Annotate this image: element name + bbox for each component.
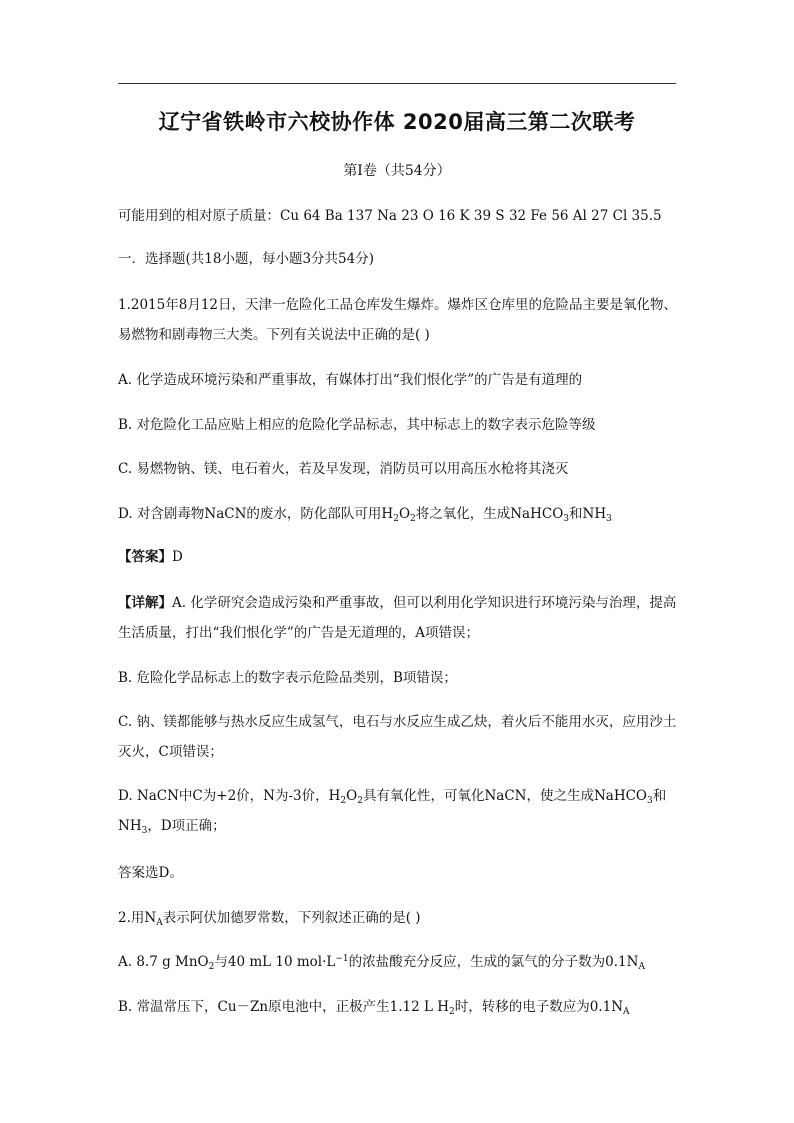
q1-explain-c: C. 钠、镁都能够与热水反应生成氢气，电石与水反应生成乙炔，着火后不能用水灭，应用沙土灭火，C项错误；: [118, 714, 677, 760]
atomic-masses: 可能用到的相对原子质量：Cu 64 Ba 137 Na 23 O 16 K 39 S 32 Fe 56 Al 27 Cl 35.5: [118, 208, 662, 224]
q1-explain-a: 【详解】A. 化学研究会造成污染和严重事故，但可以利用化学知识进行环境污染与治理，提高生活质量，打出“我们恨化学”的广告是无道理的，A项错误；: [118, 595, 677, 641]
explain-label: 【详解】: [118, 595, 172, 611]
q1-explain-b: B. 危险化学品标志上的数字表示危险品类别，B项错误；: [118, 670, 457, 686]
q2-option-b: B. 常温常压下，Cu－Zn原电池中，正极产生1.12 L $H_2$时，转移的电子数应为$0.1N_A$: [118, 999, 630, 1017]
q1-option-c: C. 易燃物钠、镁、电石着火，若及早发现，消防员可以用高压水枪将其浇灭: [118, 461, 569, 477]
q1-option-d: D. 对含剧毒物NaCN的废水，防化部队可用$H_2O_2$将之氧化，生成NaHCO$_3$和$NH_3$: [118, 506, 612, 524]
q1-option-a: A. 化学造成环境污染和严重事故，有媒体打出“我们恨化学”的广告是有道理的: [118, 372, 583, 388]
volume-subtitle: 第Ⅰ卷（共54分）: [343, 163, 451, 179]
page-title: 辽宁省铁岭市六校协作体 2020届高三第二次联考: [158, 110, 636, 134]
header-rule: [118, 83, 676, 84]
answer-value: D: [172, 549, 183, 565]
section-heading: 一．选择题(共18小题，每小题3分共54分): [118, 251, 374, 267]
q1-conclusion: 答案选D。: [118, 865, 183, 881]
q2-option-a: A. 8.7 g MnO$_2$与40 mL 10 $mol\cdot L^{-1}$的浓盐酸充分反应，生成的氯气的分子数为$0.1N_A$: [118, 954, 645, 972]
answer-label: 【答案】: [118, 549, 172, 565]
q1-explain-d: D. NaCN中C为+2价，N为-3价，$H_2O_2$具有氧化性，可氧化NaCN，使之生成NaHCO$_3$和$NH_3$，D项正确；: [118, 788, 667, 836]
q1-answer: [118, 548, 183, 566]
question-1-stem: 1.2015年8月12日，天津一危险化工品仓库发生爆炸。爆炸区仓库里的危险品主要是氧化物、易燃物和剧毒物三大类。下列有关说法中正确的是( ): [118, 297, 678, 343]
q1-option-b: B. 对危险化工品应贴上相应的危险化学品标志，其中标志上的数字表示危险等级: [118, 417, 596, 433]
question-2-stem: 2.用$N_A$表示阿伏加德罗常数，下列叙述正确的是( ): [118, 910, 421, 928]
